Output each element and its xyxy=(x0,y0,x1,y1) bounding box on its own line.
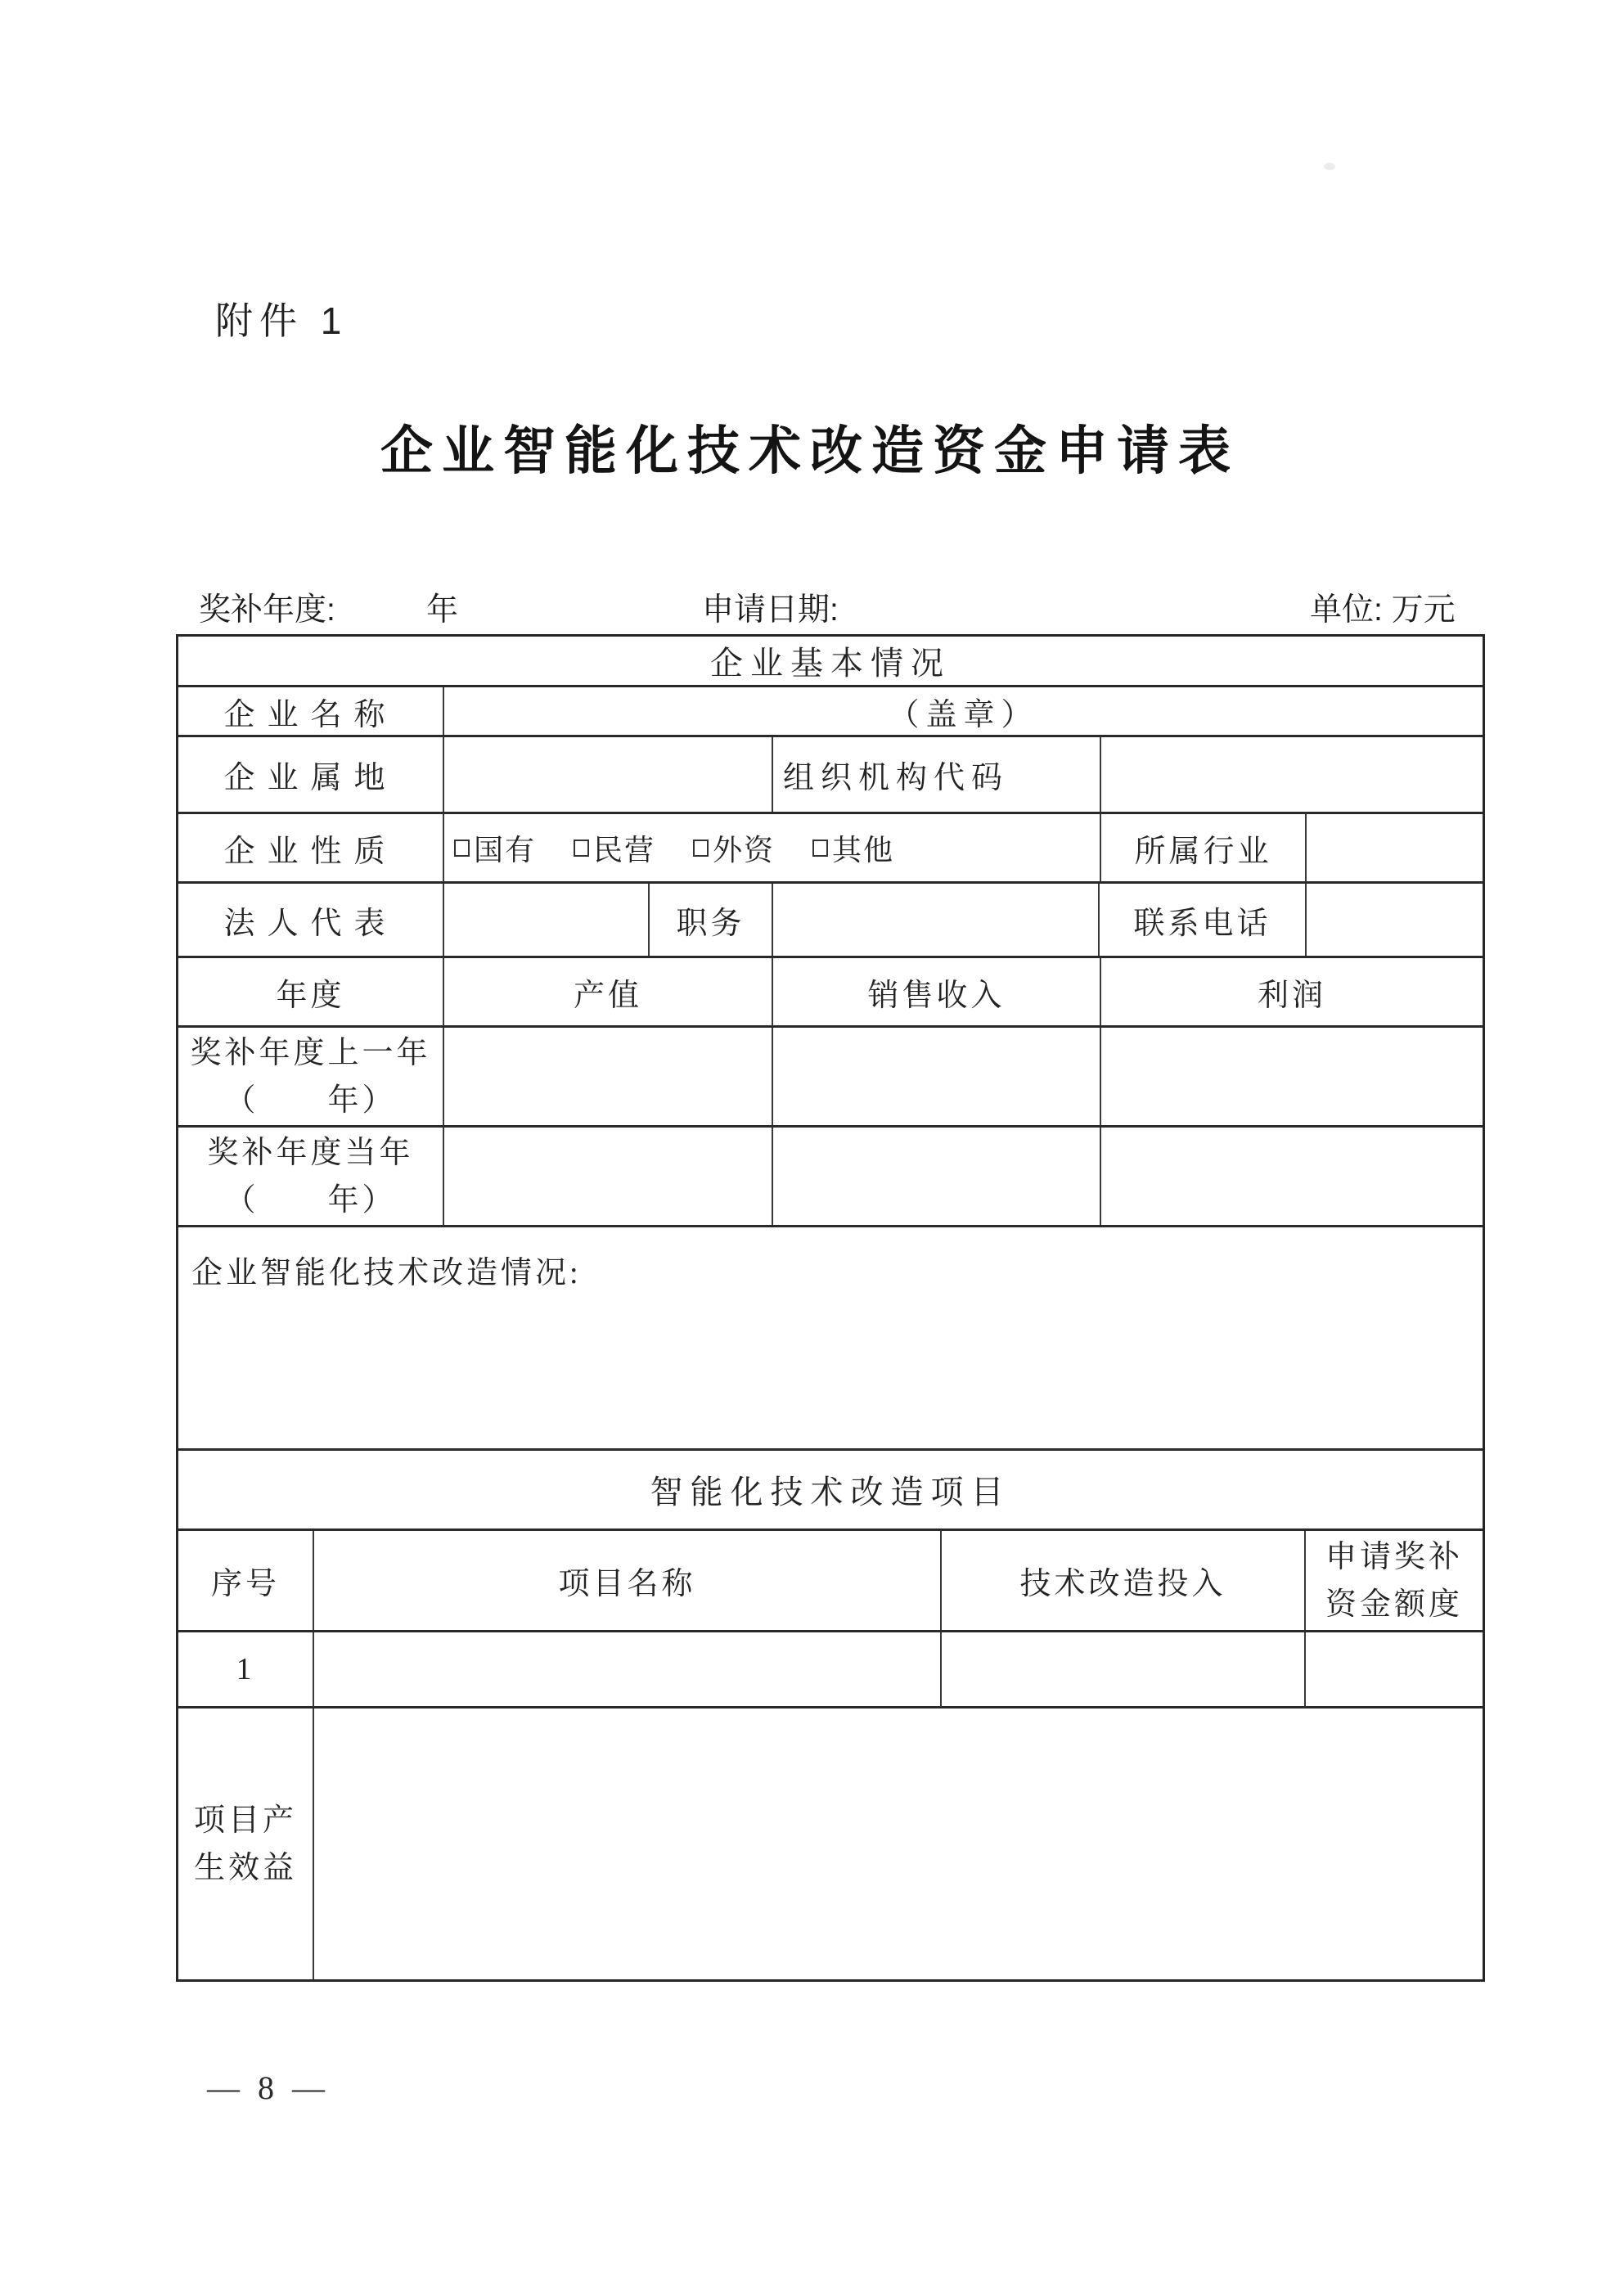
page-number: — 8 — xyxy=(207,2069,330,2106)
current-year-output-cell xyxy=(444,1128,773,1225)
prev-year-profit-cell xyxy=(1101,1028,1483,1125)
project-benefit-value-cell xyxy=(314,1708,1483,1979)
project-investment-header: 技术改造投入 xyxy=(942,1531,1306,1630)
current-year-label xyxy=(178,1128,444,1225)
checkbox-icon xyxy=(574,840,589,857)
project-section-header-row xyxy=(178,1451,1483,1531)
company-name-label: 企业名称 xyxy=(178,687,444,735)
project-benefit-row xyxy=(178,1708,1483,1979)
position-value-cell xyxy=(773,884,1100,956)
legal-rep-value-cell xyxy=(444,884,650,956)
industry-label: 所属行业 xyxy=(1101,814,1307,881)
project-row-1-name-cell xyxy=(314,1632,942,1706)
finance-output-header: 产值 xyxy=(444,958,773,1025)
phone-label: 联系电话 xyxy=(1100,884,1307,956)
scan-speck xyxy=(1324,163,1335,170)
finance-profit-header: 利润 xyxy=(1257,978,1326,1013)
nature-option-label: 其他 xyxy=(832,833,895,867)
basic-info-header-row xyxy=(178,637,1483,687)
prev-year-line1: 奖补年度上一年 xyxy=(190,1035,431,1070)
project-section-title: 智能化技术改造项目 xyxy=(650,1474,1011,1510)
position-label: 职务 xyxy=(650,884,773,956)
application-form-table xyxy=(176,634,1485,1982)
current-year-row xyxy=(178,1128,1483,1227)
nature-option-private xyxy=(574,827,655,869)
current-year-line2: （ 年） xyxy=(224,1182,397,1218)
project-row-1-investment-cell xyxy=(942,1632,1306,1706)
org-code-label: 组织机构代码 xyxy=(773,737,1101,812)
finance-sales-header: 销售收入 xyxy=(773,958,1101,1025)
current-year-sales-cell xyxy=(773,1128,1101,1225)
upgrade-note-row xyxy=(178,1227,1483,1451)
prev-year-sales-cell xyxy=(773,1028,1101,1125)
page-title: 企业智能化技术改造资金申请表 xyxy=(380,422,1240,480)
unit-label: 单位: 万元 xyxy=(1310,592,1456,628)
project-row-1 xyxy=(178,1632,1483,1708)
prev-year-row xyxy=(178,1028,1483,1128)
nature-option-label: 外资 xyxy=(713,833,776,867)
finance-header-row xyxy=(178,958,1483,1028)
phone-value-cell xyxy=(1307,884,1483,956)
prev-year-label xyxy=(178,1028,444,1125)
locality-row xyxy=(178,737,1483,814)
nature-option-foreign xyxy=(693,827,775,869)
project-name-header: 项目名称 xyxy=(314,1531,942,1630)
nature-option-other xyxy=(812,827,894,869)
checkbox-icon xyxy=(693,840,709,857)
award-year-label: 奖补年度: xyxy=(199,592,335,628)
project-no-header: 序号 xyxy=(178,1531,314,1630)
project-benefit-line1: 项目产 xyxy=(193,1803,297,1838)
nature-label: 企业性质 xyxy=(178,814,444,881)
basic-info-section-title: 企业基本情况 xyxy=(710,645,951,682)
finance-year-header: 年度 xyxy=(178,958,444,1025)
current-year-line1: 奖补年度当年 xyxy=(207,1135,414,1170)
checkbox-icon xyxy=(812,840,828,857)
project-row-1-no: 1 xyxy=(178,1632,314,1706)
nature-option-stateowned xyxy=(454,827,536,869)
nature-option-label: 民营 xyxy=(593,833,656,867)
project-benefit-line2: 生效益 xyxy=(193,1850,297,1885)
upgrade-note-cell: 企业智能化技术改造情况: xyxy=(191,1256,582,1290)
current-year-profit-cell xyxy=(1101,1128,1483,1225)
award-year-value: 年 xyxy=(426,592,459,628)
apply-date-label: 申请日期: xyxy=(702,592,839,628)
project-row-1-grant-cell xyxy=(1306,1632,1483,1706)
project-grant-header-line2: 资金额度 xyxy=(1325,1587,1463,1622)
org-code-value-cell xyxy=(1101,737,1483,812)
prev-year-output-cell xyxy=(444,1028,773,1125)
nature-options-cell xyxy=(444,814,1101,881)
company-name-value-cell: （盖章） xyxy=(888,697,1039,732)
locality-value-cell xyxy=(444,737,773,812)
legal-rep-label: 法人代表 xyxy=(178,884,444,956)
project-benefit-label xyxy=(178,1708,314,1979)
legal-rep-row xyxy=(178,884,1483,958)
attachment-label: 附件 1 xyxy=(215,299,349,342)
project-grant-header-line1: 申请奖补 xyxy=(1325,1539,1463,1574)
industry-value-cell xyxy=(1307,814,1483,881)
locality-label: 企业属地 xyxy=(178,737,444,812)
prev-year-line2: （ 年） xyxy=(224,1083,397,1118)
project-header-row xyxy=(178,1531,1483,1632)
nature-row xyxy=(178,814,1483,884)
checkbox-icon xyxy=(454,840,470,857)
company-name-row xyxy=(178,687,1483,737)
meta-row xyxy=(0,584,1620,628)
project-grant-header xyxy=(1306,1531,1483,1630)
nature-option-label: 国有 xyxy=(474,833,537,867)
